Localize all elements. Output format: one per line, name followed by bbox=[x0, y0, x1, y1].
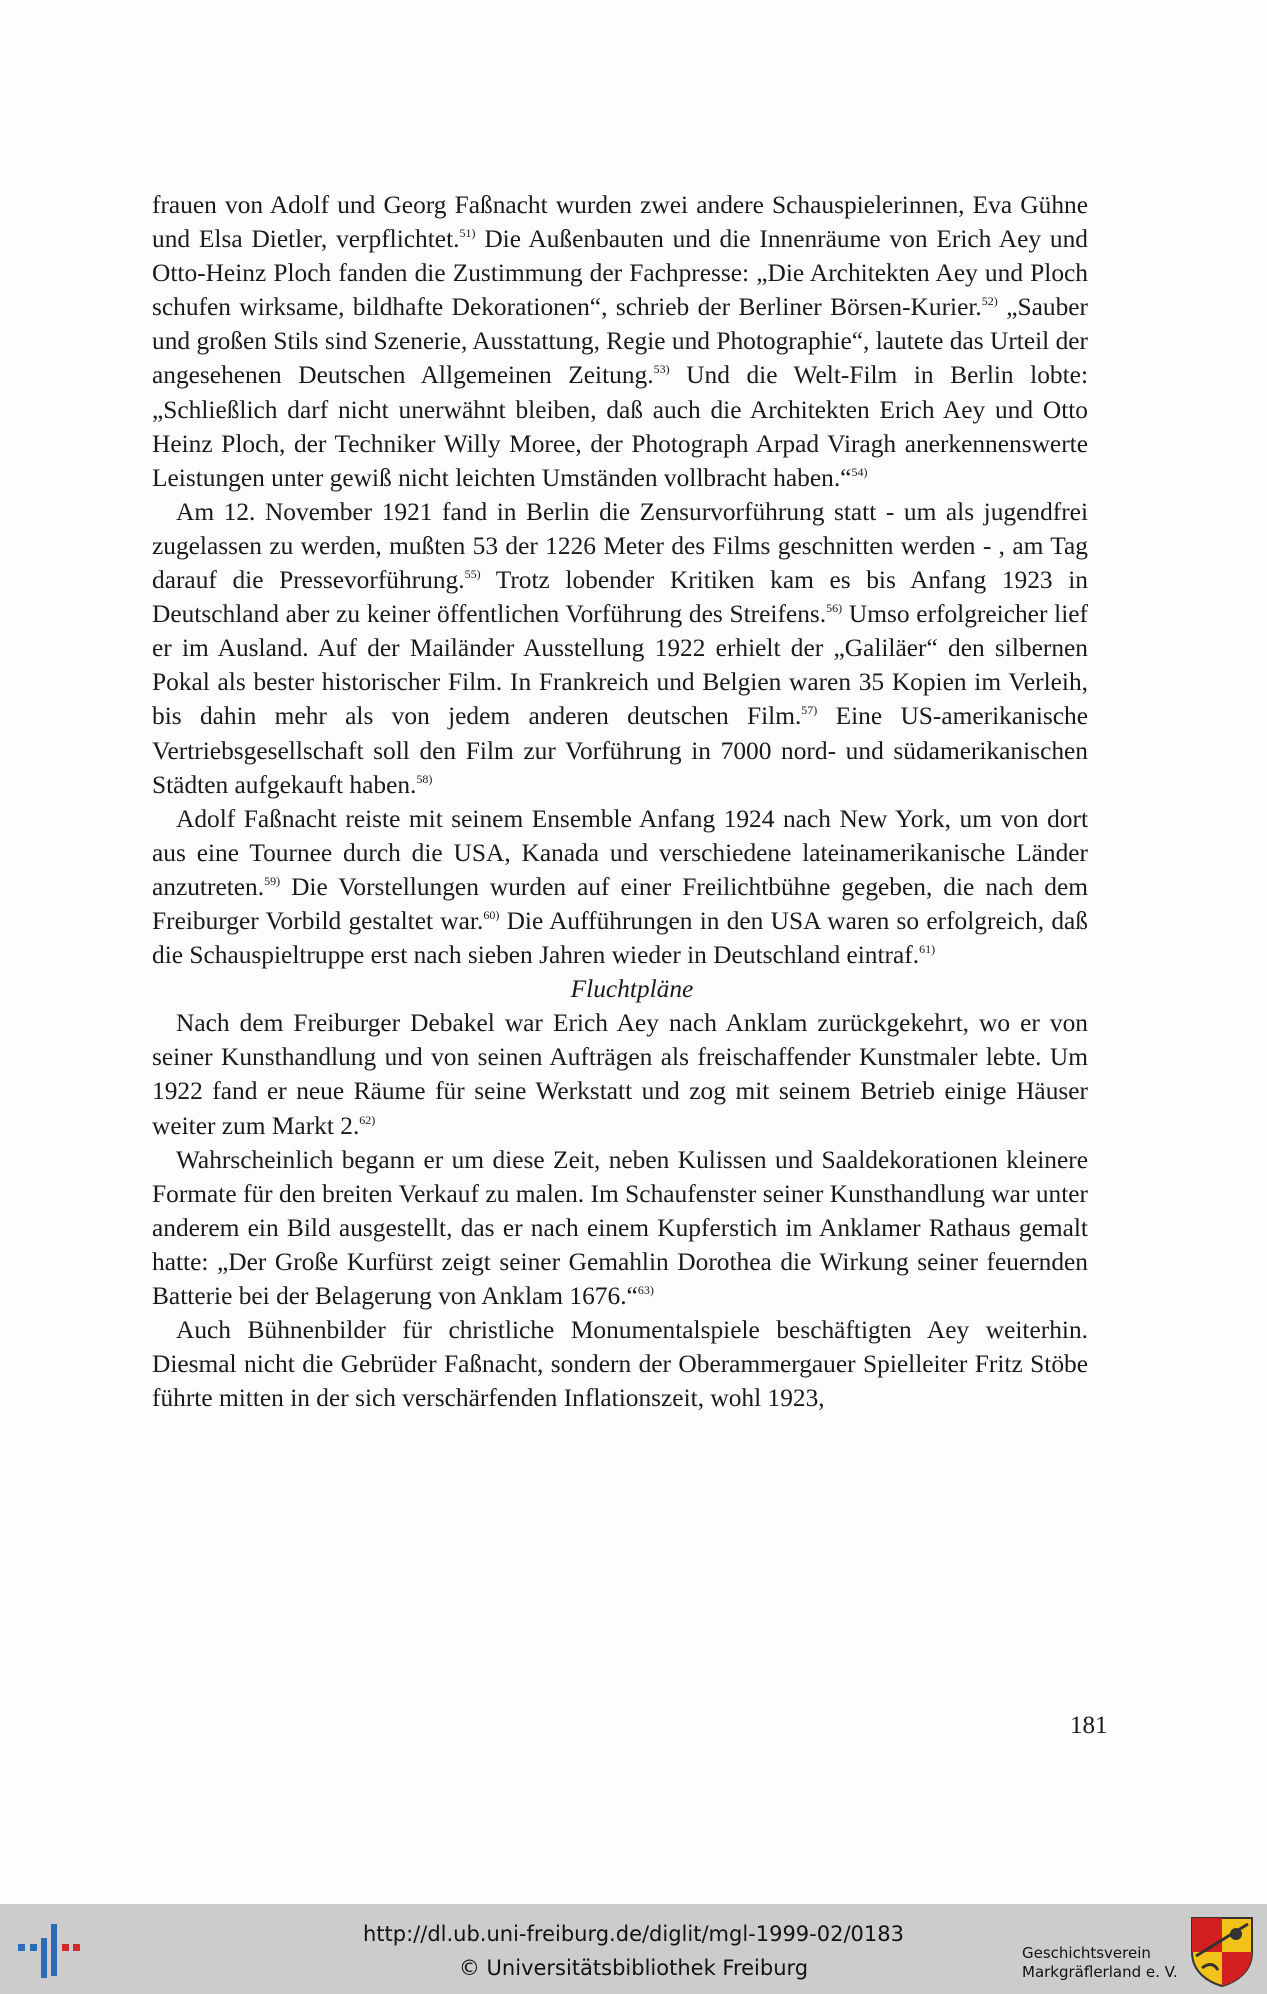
text-run: Nach dem Freiburger Debakel war Erich Aey nach Anklam zurückgekehrt, wo er von seiner Kunsthandlung und von seinen Aufträgen als freischaffender Kunstmaler lebte. Um 1922 fand er neue Räume für seine Werkstatt und zog mit seinem Betrieb einige Häuser weiter zum Markt 2. bbox=[152, 1009, 1088, 1140]
footer-bar bbox=[0, 1904, 1267, 1994]
footnote-ref: 56) bbox=[826, 601, 843, 616]
footnote-ref: 58) bbox=[416, 771, 433, 786]
text-run: Umso erfolgreicher lief er im Ausland. Auf der Mailänder Ausstellung 1922 erhielt der „Galiläer“ den silbernen Pokal als bester historischer Film. In Frankreich und Belgien waren 35 Kopien im Verleih, bis dahin mehr als von jedem anderen deutschen Film. bbox=[152, 600, 1088, 731]
footnote-ref: 51) bbox=[459, 226, 476, 241]
text-run: Trotz lobender Kritiken kam es bis Anfang 1923 in Deutschland aber zu keiner öffentlichen Vorführung des Streifens. bbox=[152, 566, 1088, 629]
paragraph bbox=[152, 1313, 1088, 1415]
text-run: Eine US-amerikanische Vertriebsgesellschaft soll den Film zur Vorführung in 7000 nord- und südamerikanischen Städten aufgekauft haben. bbox=[152, 702, 1089, 799]
text-run: Auch Bühnenbilder für christliche Monumentalspiele beschäftigten Aey weiterhin. Diesmal nicht die Gebrüder Faßnacht, sondern der Oberammergauer Spielleiter Fritz Stöbe führte mitten in der sich verschärfenden Inflationszeit, wohl 1923, bbox=[152, 1316, 1088, 1413]
footnote-ref: 63) bbox=[637, 1283, 654, 1297]
text-run: Und die Welt-Film in Berlin lobte: „Schließlich darf nicht unerwähnt bleiben, daß auch die Architekten Erich Aey und Otto Heinz Ploch, der Techniker Willy Moree, der Photograph Arpad Viragh anerkennenswerte Leistungen unter gewiß nicht leichten Umständen vollbracht haben.“ bbox=[152, 361, 1089, 492]
paragraph bbox=[152, 495, 1088, 802]
paragraph bbox=[152, 188, 1088, 495]
footnote-ref: 53) bbox=[653, 362, 670, 377]
text-run: Die Aufführungen in den USA waren so erfolgreich, daß die Schauspieltruppe erst nach sieben Jahren wieder in Deutschland eintraf. bbox=[152, 906, 1088, 970]
footnote-ref: 59) bbox=[264, 873, 281, 888]
paragraph bbox=[152, 802, 1088, 972]
society-line-1: Geschichtsverein bbox=[1022, 1944, 1151, 1962]
section-heading bbox=[152, 972, 1088, 1006]
footnote-ref: 52) bbox=[981, 294, 998, 309]
coat-of-arms-icon bbox=[1188, 1914, 1256, 1988]
footnote-ref: 61) bbox=[919, 942, 936, 957]
text-run: Fluchtpläne bbox=[570, 975, 694, 1004]
text-run: Die Vorstellungen wurden auf einer Freilichtbühne gegeben, die nach dem Freiburger Vorbild gestaltet war. bbox=[152, 872, 1088, 935]
footnote-ref: 62) bbox=[359, 1112, 376, 1127]
text-run: Adolf Faßnacht reiste mit seinem Ensemble Anfang 1924 nach New York, um von dort aus eine Tournee durch die USA, Kanada und verschiedene lateinamerikanische Länder anzutreten. bbox=[152, 804, 1088, 901]
text-run: „Sauber und großen Stils sind Szenerie, Ausstattung, Regie und Photographie“, lautete das Urteil der angesehenen Deutschen Allgemeinen Zeitung. bbox=[152, 293, 1089, 390]
footnote-ref: 57) bbox=[801, 703, 818, 718]
text-run: Wahrscheinlich begann er um diese Zeit, neben Kulissen und Saaldekorationen kleinere Formate für den breiten Verkauf zu malen. Im Schaufenster seiner Kunsthandlung war unter anderem ein Bild ausgestellt, das er nach einem Kupferstich im Anklamer Rathaus gemalt hatte: „Der Große Kurfürst zeigt seiner Gemahlin Dorothea die Wirkung seiner feuernden Batterie bei der Belagerung von Anklam 1676.“ bbox=[152, 1145, 1088, 1310]
copyright-text: © Universitätsbibliothek Freiburg bbox=[458, 1956, 809, 1980]
society-line-2: Markgräflerland e. V. bbox=[1022, 1963, 1178, 1981]
text-run: Die Außenbauten und die Innenräume von Erich Aey und Otto-Heinz Ploch fanden die Zustimmung der Fachpresse: „Die Architekten Aey und Ploch schufen wirksame, bildhafte Dekorationen“, schrieb der Berliner Börsen-Kurier. bbox=[152, 225, 1088, 322]
paragraph bbox=[152, 1006, 1088, 1142]
society-name bbox=[1022, 1944, 1178, 1982]
footnote-ref: 60) bbox=[483, 907, 500, 922]
paragraph bbox=[152, 1143, 1088, 1313]
source-url-link[interactable]: http://dl.ub.uni-freiburg.de/diglit/mgl-1999-02/0183 bbox=[362, 1922, 904, 1946]
body-text bbox=[152, 188, 1088, 1415]
page-number: 181 bbox=[1070, 1712, 1108, 1739]
footnote-ref: 54) bbox=[851, 464, 868, 479]
text-run: frauen von Adolf und Georg Faßnacht wurden zwei andere Schauspielerinnen, Eva Gühne und Elsa Dietler, verpflichtet. bbox=[152, 191, 1088, 254]
text-run: Am 12. November 1921 fand in Berlin die Zensurvorführung statt - um als jugendfrei zugelassen zu werden, mußten 53 der 1226 Meter des Films geschnitten werden - , am Tag darauf die Pressevorführung. bbox=[152, 497, 1088, 595]
footnote-ref: 55) bbox=[464, 567, 481, 582]
